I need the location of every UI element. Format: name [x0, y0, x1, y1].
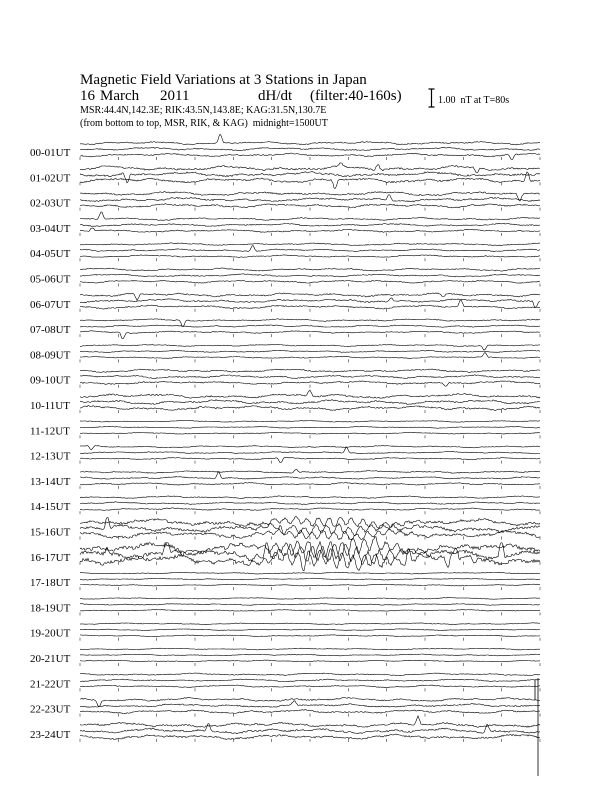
trace-kag [80, 648, 540, 650]
time-ticks [80, 714, 540, 717]
trace-kag [80, 516, 540, 528]
hour-label: 17-18UT [30, 577, 71, 590]
trace-kag [80, 344, 540, 350]
trace-rik [80, 701, 540, 708]
time-ticks [80, 284, 540, 287]
hour-row [30, 420, 540, 438]
trace-msr [80, 280, 540, 283]
hour-label: 19-20UT [30, 627, 71, 640]
hour-row [30, 537, 540, 571]
hour-row [30, 243, 540, 261]
time-ticks [80, 334, 540, 337]
hour-row [30, 469, 540, 489]
hour-row [30, 319, 540, 339]
time-ticks [80, 435, 540, 438]
hour-label: 16-17UT [30, 551, 71, 564]
time-ticks [80, 309, 540, 312]
trace-msr [80, 483, 540, 486]
hour-row [30, 390, 540, 413]
time-ticks [80, 739, 540, 742]
trace-msr [80, 734, 540, 740]
time-ticks [80, 638, 540, 641]
trace-rik [80, 578, 540, 580]
trace-kag [80, 469, 540, 473]
trace-msr [80, 255, 540, 258]
trace-rik [80, 426, 540, 428]
hour-row [30, 163, 540, 189]
hour-row [30, 192, 540, 211]
stations-info: MSR:44.4N,142.3E; RIK:43.5N,143.8E; KAG:31.5N,130.7E [80, 105, 327, 116]
trace-rik [80, 147, 540, 151]
trace-rik [80, 195, 540, 202]
hour-label: 02-03UT [30, 197, 71, 210]
trace-kag [80, 420, 540, 422]
hour-label: 21-22UT [30, 678, 71, 691]
trace-rik [80, 325, 540, 328]
hour-row [30, 212, 540, 236]
hour-row [30, 134, 540, 160]
hour-label: 22-23UT [30, 703, 71, 716]
trace-msr [80, 635, 540, 637]
trace-msr [80, 710, 540, 714]
trace-msr [80, 204, 540, 208]
hour-label: 01-02UT [30, 172, 71, 185]
hour-label: 03-04UT [30, 222, 71, 235]
hour-label: 12-13UT [30, 450, 71, 463]
time-ticks [80, 410, 540, 413]
date-month: March [100, 88, 140, 104]
trace-msr [80, 660, 540, 662]
trace-rik [80, 448, 540, 454]
trace-rik [80, 679, 540, 682]
filter-label: (filter:40-160s) [310, 88, 402, 104]
time-ticks [80, 562, 540, 565]
hour-label: 15-16UT [30, 526, 71, 539]
trace-kag [80, 496, 540, 499]
hour-row [30, 445, 540, 463]
hour-label: 04-05UT [30, 248, 71, 261]
trace-kag [80, 623, 540, 625]
time-ticks [80, 233, 540, 236]
trace-rik [80, 472, 540, 479]
time-ticks [80, 182, 540, 185]
hour-label: 18-19UT [30, 602, 71, 615]
time-ticks [80, 663, 540, 666]
trace-kag [80, 716, 540, 728]
hour-row [30, 369, 540, 388]
time-ticks [80, 461, 540, 464]
time-ticks [80, 612, 540, 615]
midnight-note: midnight=1500UT [252, 118, 328, 129]
trace-rik [80, 350, 540, 352]
trace-rik [80, 246, 540, 252]
trace-kag [80, 369, 540, 372]
time-ticks [80, 486, 540, 489]
trace-rik [80, 604, 540, 606]
trace-msr [80, 300, 540, 309]
hour-row [30, 673, 540, 691]
scale-unit: nT at T=80s [460, 95, 510, 106]
trace-rik [80, 654, 540, 656]
trace-kag [80, 445, 540, 449]
trace-kag [80, 293, 540, 300]
trace-msr [80, 406, 540, 411]
hour-label: 08-09UT [30, 349, 71, 362]
date-day: 16 [80, 88, 95, 104]
date-year: 2011 [160, 88, 190, 104]
trace-kag [80, 243, 540, 246]
hour-row [30, 623, 540, 641]
trace-msr [80, 584, 540, 586]
hour-label: 07-08UT [30, 324, 71, 337]
time-ticks [80, 511, 540, 514]
hour-row [30, 496, 540, 514]
time-ticks [80, 359, 540, 362]
time-ticks [80, 688, 540, 691]
hour-row [30, 516, 540, 540]
hour-label: 09-10UT [30, 374, 71, 387]
hour-row [30, 344, 540, 362]
hour-label: 20-21UT [30, 653, 71, 665]
trace-msr [80, 685, 540, 688]
hour-row [30, 572, 540, 590]
trace-kag [80, 268, 540, 271]
hour-label: 00-01UT [30, 147, 71, 159]
hour-label: 11-12UT [30, 425, 70, 438]
trace-rik [80, 223, 540, 226]
hour-label: 10-11UT [30, 400, 70, 412]
hour-row [30, 293, 540, 312]
hour-row [30, 648, 540, 666]
trace-rik [80, 375, 540, 379]
trace-kag [80, 163, 540, 173]
trace-msr [80, 508, 540, 511]
quantity-label: dH/dt [258, 88, 293, 104]
hour-row [30, 598, 540, 616]
hour-label: 23-24UT [30, 728, 71, 741]
trace-kag [80, 572, 540, 574]
trace-kag [80, 598, 540, 600]
trace-msr [80, 352, 540, 358]
trace-kag [80, 212, 540, 220]
hour-label: 06-07UT [30, 298, 71, 311]
trace-rik [80, 274, 540, 277]
trace-kag [80, 390, 540, 398]
trace-rik [80, 400, 540, 405]
time-ticks [80, 385, 540, 388]
hour-label: 05-06UT [30, 273, 71, 286]
trace-kag [80, 134, 540, 145]
hour-label: 14-15UT [30, 501, 71, 514]
trace-kag [80, 537, 540, 559]
time-ticks [80, 258, 540, 261]
hour-row [30, 716, 540, 742]
trace-msr [80, 432, 540, 434]
hour-row [30, 268, 540, 287]
trace-rik [80, 502, 540, 505]
chart-title: Magnetic Field Variations at 3 Stations in Japan [80, 72, 367, 88]
time-ticks [80, 157, 540, 160]
trace-rik [80, 629, 540, 631]
trace-rik [80, 171, 540, 182]
hour-row [30, 697, 540, 716]
trace-msr [80, 609, 540, 611]
trace-msr [80, 228, 540, 232]
trace-kag [80, 673, 540, 676]
hour-label: 13-14UT [30, 475, 71, 488]
time-ticks [80, 208, 540, 211]
order-note: (from bottom to top, MSR, RIK, & KAG) [80, 118, 248, 129]
edge-marker [535, 678, 538, 776]
scale-value: 1.00 [438, 95, 456, 106]
time-ticks [80, 587, 540, 590]
